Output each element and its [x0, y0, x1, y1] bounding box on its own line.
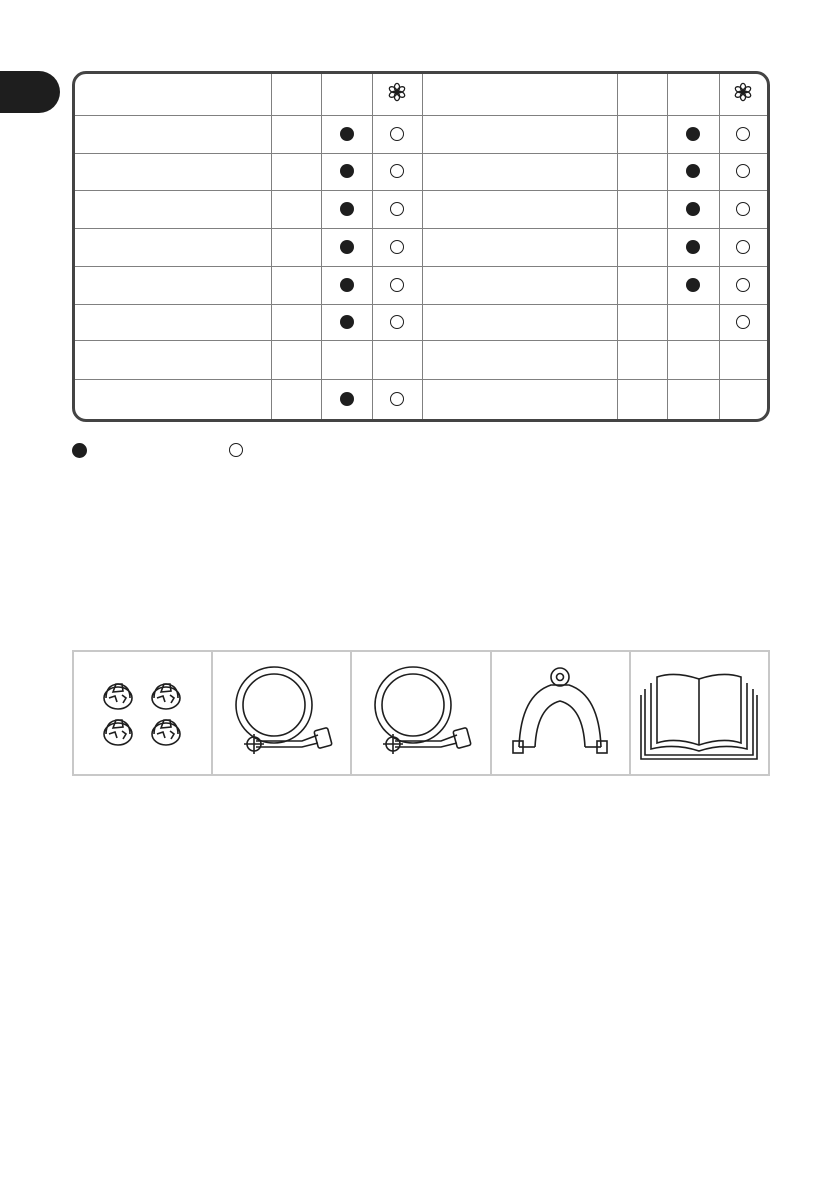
- filled-circle-icon: [686, 202, 700, 216]
- header-cell: [719, 74, 767, 115]
- value-cell: [617, 190, 667, 228]
- accessory-inlet-hose-1: [213, 652, 352, 774]
- option-cell: [321, 153, 372, 190]
- table-row: [75, 340, 767, 379]
- filled-circle-icon: [340, 315, 354, 329]
- option-cell: [372, 304, 422, 340]
- option-cell: [372, 153, 422, 190]
- option-cell: [321, 115, 372, 153]
- option-cell: [719, 266, 767, 304]
- header-cell: [321, 74, 372, 115]
- option-cell: [372, 190, 422, 228]
- empty-circle-icon: [390, 240, 404, 254]
- programme-name-cell: [422, 304, 617, 340]
- option-cell: [719, 190, 767, 228]
- table-row: [75, 153, 767, 190]
- inlet-hose-icon: [222, 663, 342, 763]
- option-cell: [372, 340, 422, 379]
- table-row: [75, 190, 767, 228]
- option-cell: [372, 266, 422, 304]
- filled-circle-icon: [340, 202, 354, 216]
- programme-name-cell: [75, 340, 271, 379]
- accessory-drain-hose-holder: [492, 652, 631, 774]
- option-cell: [667, 115, 719, 153]
- option-cell: [321, 266, 372, 304]
- value-cell: [617, 340, 667, 379]
- empty-circle-icon: [390, 315, 404, 329]
- option-cell: [719, 304, 767, 340]
- option-cell: [321, 304, 372, 340]
- table-row: [75, 304, 767, 340]
- option-cell: [667, 190, 719, 228]
- value-cell: [617, 115, 667, 153]
- table-row: [75, 266, 767, 304]
- value-cell: [617, 228, 667, 266]
- option-cell: [667, 340, 719, 379]
- value-cell: [271, 190, 321, 228]
- accessory-inlet-hose-2: [352, 652, 491, 774]
- empty-circle-icon: [736, 164, 750, 178]
- programme-name-cell: [75, 190, 271, 228]
- option-cell: [719, 379, 767, 419]
- option-cell: [321, 228, 372, 266]
- option-cell: [372, 379, 422, 419]
- programme-name-cell: [422, 228, 617, 266]
- filled-circle-icon: [340, 392, 354, 406]
- value-cell: [271, 115, 321, 153]
- option-cell: [667, 266, 719, 304]
- value-cell: [271, 228, 321, 266]
- header-cell: [372, 74, 422, 115]
- option-cell: [321, 340, 372, 379]
- accessories-grid: [72, 650, 770, 776]
- header-cell: [271, 74, 321, 115]
- value-cell: [617, 304, 667, 340]
- option-cell: [372, 228, 422, 266]
- option-cell: [667, 153, 719, 190]
- option-cell: [321, 190, 372, 228]
- filled-circle-icon: [686, 278, 700, 292]
- filled-circle-icon: [72, 443, 87, 458]
- programme-name-cell: [75, 266, 271, 304]
- table-row: [75, 379, 767, 419]
- drain-hose-holder-icon: [505, 663, 615, 763]
- programme-name-cell: [422, 340, 617, 379]
- value-cell: [617, 153, 667, 190]
- programme-name-cell: [422, 153, 617, 190]
- table-row: [75, 115, 767, 153]
- programme-name-cell: [422, 266, 617, 304]
- value-cell: [271, 153, 321, 190]
- flower-icon: [733, 82, 753, 102]
- empty-circle-icon: [736, 278, 750, 292]
- instruction-manual-icon: [639, 663, 759, 763]
- value-cell: [271, 266, 321, 304]
- accessory-transport-caps: [74, 652, 213, 774]
- value-cell: [617, 266, 667, 304]
- table-header-row: [75, 74, 767, 115]
- empty-circle-icon: [390, 127, 404, 141]
- flower-icon: [387, 82, 407, 102]
- option-cell: [719, 228, 767, 266]
- empty-circle-icon: [736, 127, 750, 141]
- value-cell: [617, 379, 667, 419]
- filled-circle-icon: [686, 240, 700, 254]
- option-cell: [667, 304, 719, 340]
- language-tab: [0, 71, 60, 113]
- option-cell: [719, 115, 767, 153]
- programme-name-cell: [422, 115, 617, 153]
- header-cell: [75, 74, 271, 115]
- filled-circle-icon: [686, 164, 700, 178]
- empty-circle-icon: [390, 164, 404, 178]
- empty-circle-icon: [736, 202, 750, 216]
- programme-name-cell: [422, 190, 617, 228]
- accessory-instruction-manual: [631, 652, 768, 774]
- header-cell: [422, 74, 617, 115]
- programme-name-cell: [75, 153, 271, 190]
- empty-circle-icon: [229, 443, 243, 457]
- empty-circle-icon: [736, 240, 750, 254]
- option-cell: [667, 379, 719, 419]
- filled-circle-icon: [340, 278, 354, 292]
- empty-circle-icon: [390, 392, 404, 406]
- filled-circle-icon: [340, 164, 354, 178]
- value-cell: [271, 379, 321, 419]
- option-cell: [719, 153, 767, 190]
- filled-circle-icon: [340, 240, 354, 254]
- programme-name-cell: [75, 228, 271, 266]
- option-cell: [719, 340, 767, 379]
- programme-name-cell: [75, 379, 271, 419]
- header-cell: [617, 74, 667, 115]
- transport-caps-icon: [88, 668, 198, 758]
- value-cell: [271, 340, 321, 379]
- value-cell: [271, 304, 321, 340]
- option-cell: [667, 228, 719, 266]
- programme-name-cell: [75, 304, 271, 340]
- filled-circle-icon: [686, 127, 700, 141]
- programme-table: [72, 71, 770, 422]
- option-cell: [321, 379, 372, 419]
- empty-circle-icon: [390, 278, 404, 292]
- option-cell: [372, 115, 422, 153]
- empty-circle-icon: [390, 202, 404, 216]
- header-cell: [667, 74, 719, 115]
- programme-name-cell: [75, 115, 271, 153]
- empty-circle-icon: [736, 315, 750, 329]
- filled-circle-icon: [340, 127, 354, 141]
- table-row: [75, 228, 767, 266]
- inlet-hose-icon: [361, 663, 481, 763]
- programme-name-cell: [422, 379, 617, 419]
